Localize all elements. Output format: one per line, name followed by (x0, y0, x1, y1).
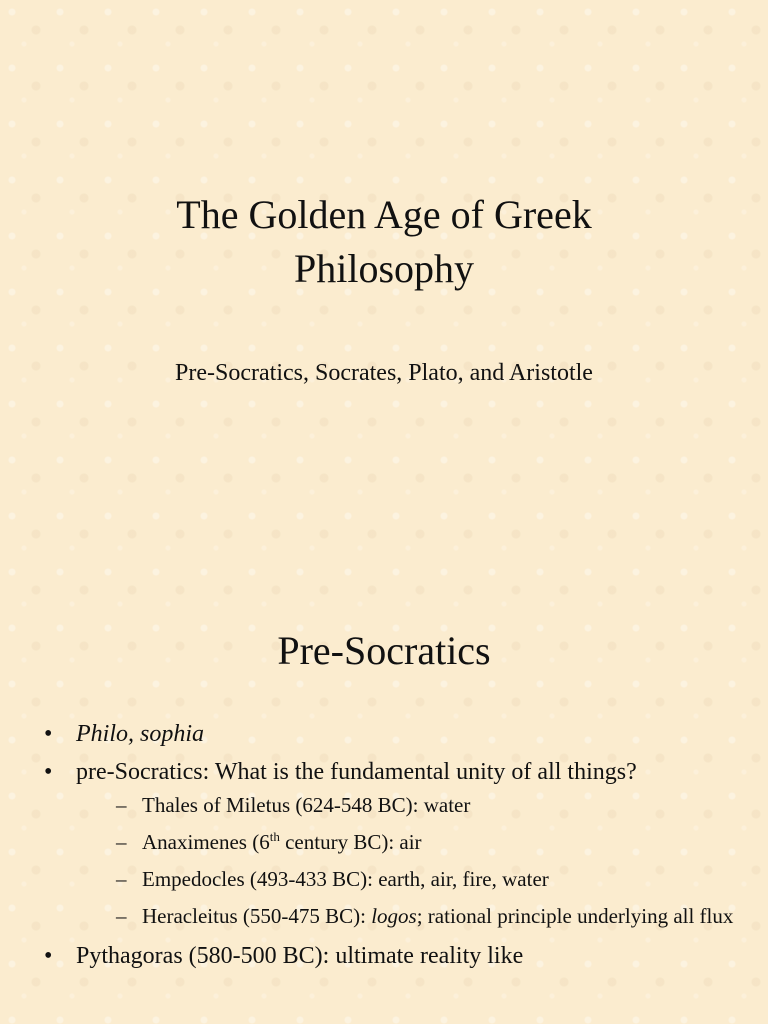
title-line-2: Philosophy (293, 246, 475, 291)
sub-bullet-text: Thales of Miletus (624-548 BC): water (142, 793, 471, 817)
sub-bullet-item (76, 864, 734, 894)
sub-bullet-list (76, 790, 734, 931)
dash-mark: – (116, 793, 127, 817)
bullet-text: pre-Socratics: What is the fundamental unity of all things? (76, 759, 637, 785)
bullet-text: Philo, sophia (76, 721, 205, 747)
dash-mark: – (116, 904, 127, 928)
sub-bullet-text-part: Anaximenes (6 (142, 830, 270, 854)
sub-bullet-item (76, 790, 734, 820)
bullet-mark: • (44, 759, 53, 785)
sub-bullet-item (76, 827, 734, 857)
sub-bullet-item (76, 901, 734, 931)
bullet-item (44, 754, 734, 931)
bullet-item (44, 716, 734, 752)
bullet-item (44, 938, 734, 974)
sub-bullet-text-part: ; rational principle underlying all flux (416, 904, 734, 928)
dash-mark: – (116, 830, 127, 854)
presentation-title (0, 188, 768, 296)
bullet-mark: • (44, 943, 53, 969)
bullet-text: Pythagoras (580-500 BC): ultimate reality like (76, 943, 524, 969)
sub-bullet-text-part: century BC): air (279, 830, 422, 854)
bullet-list (44, 716, 734, 976)
pre-socratics-slide (0, 580, 768, 1024)
bullet-mark: • (44, 721, 53, 747)
title-line-1: The Golden Age of Greek (176, 192, 592, 237)
ordinal-superscript: th (269, 829, 280, 844)
presentation-subtitle: Pre-Socratics, Socrates, Plato, and Aristotle (175, 360, 593, 386)
sub-bullet-text: Empedocles (493-433 BC): earth, air, fire, water (142, 867, 549, 891)
slide-title: Pre-Socratics (277, 628, 491, 673)
sub-bullet-text-part: Heracleitus (550-475 BC): (142, 904, 372, 928)
dash-mark: – (116, 867, 127, 891)
logos-term: logos (371, 904, 417, 928)
